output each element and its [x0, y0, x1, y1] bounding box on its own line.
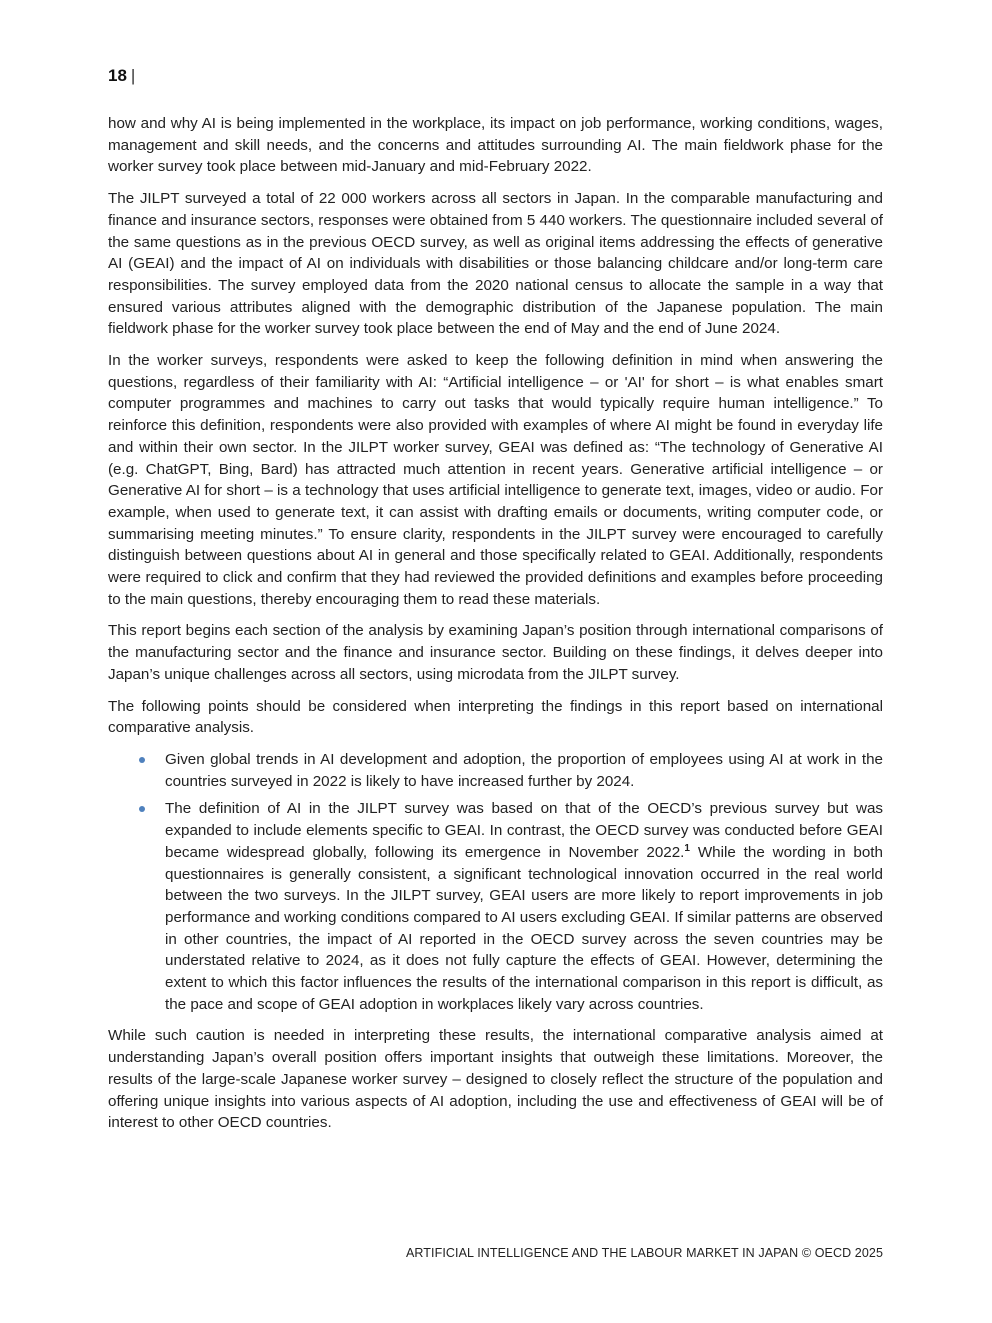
paragraph-considerations: The following points should be considered when interpreting the findings in this report based on international comparative analysis. — [108, 697, 883, 737]
paragraph-jilpt-survey: The JILPT surveyed a total of 22 000 workers across all sectors in Japan. In the comparable manufacturing and finance and insurance sectors, responses were obtained from 5 440 workers. The questionnaire included several of the same questions as in the previous OECD survey, as well as original items addressing the effects of generative AI (GEAI) and the impact of AI on individuals with disabilities or those balancing childcare and/or long-term care responsibilities. The survey employed data from the 2020 national census to allocate the sample in a way that ensured various attributes aligned with the demographic distribution of the Japanese population. The main fieldwork phase for the worker survey took place between the end of May and the end of June 2024. — [108, 190, 883, 338]
list-item-text-part1: The definition of AI in the JILPT survey was based on that of the OECD’s previous survey but was expanded to include elements specific to GEAI. In contrast, the OECD survey was conducted before GEAI became widespread globally, following its emergence in November 2022. — [165, 800, 883, 861]
considerations-list — [108, 749, 883, 1015]
list-item-text-part2: While the wording in both questionnaires is generally consistent, a significant technological innovation occurred in the real world between the two surveys. In the JILPT survey, GEAI users are more likely to report improvements in job performance and working conditions compared to AI users excluding GEAI. If similar patterns are observed in other countries, the impact of AI reported in the OECD survey across the seven countries may be understated relative to 2024, as it does not fully capture the effects of GEAI. However, determining the extent to which this factor influences the results of the international comparison in this report is difficult, as the pace and scope of GEAI adoption in workplaces likely vary across countries. — [165, 843, 883, 1013]
paragraph-report-structure: This report begins each section of the analysis by examining Japan’s position through international comparisons of the manufacturing sector and the finance and insurance sector. Building on these findings, it delves deeper into Japan’s unique challenges across all sectors, using microdata from the JILPT survey. — [108, 622, 883, 683]
paragraph-intro-continuation: how and why AI is being implemented in the workplace, its impact on job performance, working conditions, wages, management and skill needs, and the concerns and attitudes surrounding AI. The main fieldwork phase for the worker survey took place between mid-January and mid-February 2022. — [108, 115, 883, 176]
bullet-icon — [139, 806, 145, 812]
page-footer: ARTIFICIAL INTELLIGENCE AND THE LABOUR MARKET IN JAPAN © OECD 2025 — [405, 1246, 883, 1260]
page-number-value: 18 — [108, 66, 127, 85]
page-number-separator: | — [130, 66, 136, 85]
bullet-icon — [139, 757, 145, 763]
list-item — [108, 749, 883, 792]
list-item-text: Given global trends in AI development and adoption, the proportion of employees using AI at work in the countries surveyed in 2022 is likely to have increased further by 2024. — [165, 750, 883, 790]
page-number — [108, 66, 135, 86]
footnote-reference[interactable]: 1 — [684, 842, 690, 854]
paragraph-ai-definition: In the worker surveys, respondents were asked to keep the following definition in mind when answering the questions, regardless of their familiarity with AI: “Artificial intelligence – or 'AI' for short – is what enables smart computer programmes and machines to carry out tasks that would typically require human intelligence.” To reinforce this definition, respondents were also provided with examples of where AI might be found in everyday life and within their own sector. In the JILPT worker survey, GEAI was defined as: “The technology of Generative AI (e.g. ChatGPT, Bing, Bard) has attracted much attention in recent years. Generative artificial intelligence – or Generative AI for short – is a technology that uses artificial intelligence to generate text, images, video or audio. For example, when used to generate text, it can assist with drafting emails or documents, writing computer code, or summarising meeting minutes.” To ensure clarity, respondents in the JILPT survey were encouraged to carefully distinguish between questions about AI in general and those specifically related to GEAI. Additionally, respondents were required to click and confirm that they had reviewed the provided definitions and examples before proceeding to the main questions, thereby encouraging them to read these materials. — [108, 352, 883, 608]
document-body — [108, 113, 883, 1144]
paragraph-closing: While such caution is needed in interpreting these results, the international comparative analysis aimed at understanding Japan’s overall position offers important insights that outweigh these limitations. Moreover, the results of the large-scale Japanese worker survey – designed to closely reflect the structure of the population and offering unique insights into various aspects of AI adoption, including the use and effectiveness of GEAI will be of interest to other OECD countries. — [108, 1027, 883, 1132]
list-item — [108, 798, 883, 1015]
